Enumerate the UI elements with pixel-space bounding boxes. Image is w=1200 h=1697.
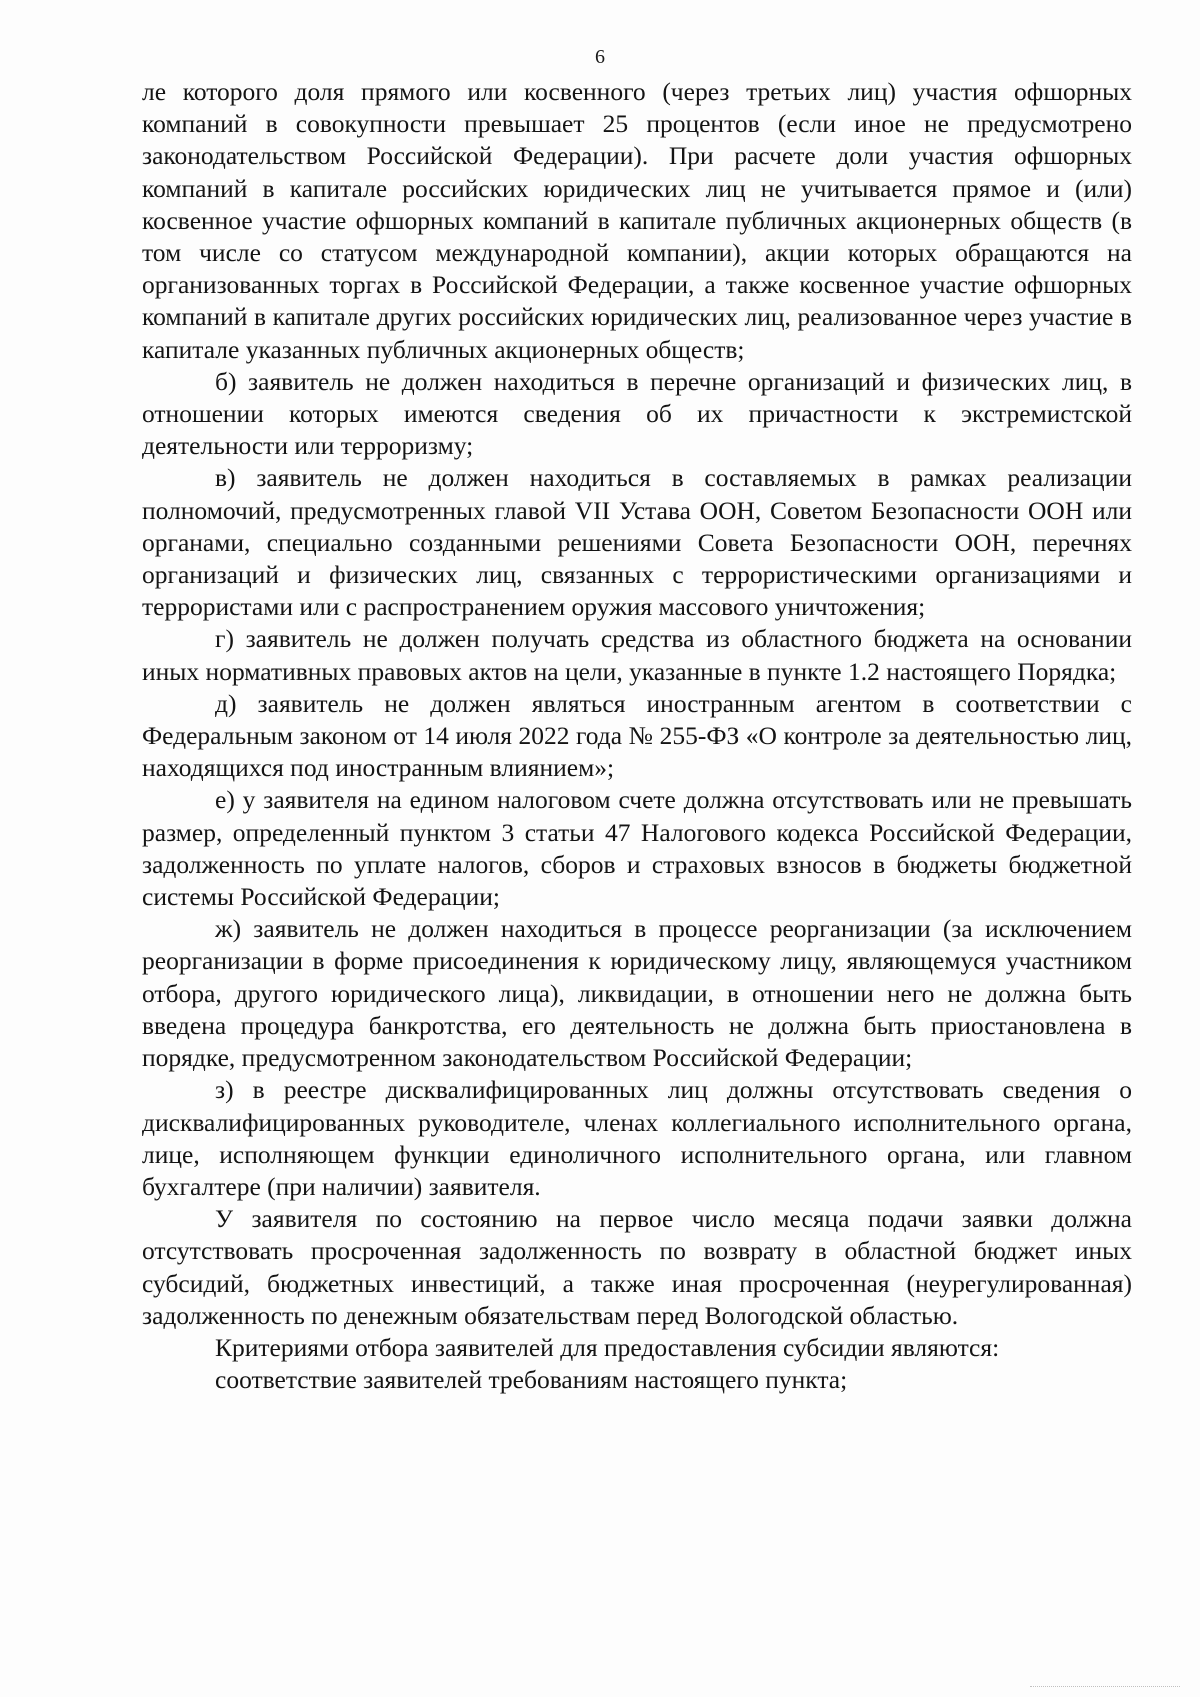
paragraph-item-z: з) в реестре дисквалифицированных лиц должны отсутствовать сведения о дисквалифицированных руководителе, членах коллегиального исполнительного органа, лице, исполняющем функции единоличного исполнительного органа, или главном бухгалтере (при наличии) заявителя. xyxy=(142,1075,1132,1201)
paragraph-item-zh: ж) заявитель не должен находиться в процессе реорганизации (за исключением реорганизации в форме присоединения к юридическому лицу, являющемуся участником отбора, другого юридического лица), ликвидации, в отношении него не должна быть введена процедура банкротства, его деятельность не должна быть приостановлена в порядке, предусмотренном законодательством Российской Федерации; xyxy=(142,914,1132,1073)
page-number: 6 xyxy=(595,46,605,68)
scan-artifact xyxy=(1030,1686,1180,1693)
paragraph-criteria-heading: Критериями отбора заявителей для предоставления субсидии являются: xyxy=(215,1332,1000,1362)
document-body xyxy=(142,76,1132,1396)
paragraph-item-g: г) заявитель не должен получать средства из областного бюджета на основании иных нормативных правовых актов на цели, указанные в пункте 1.2 настоящего Порядка; xyxy=(142,624,1132,686)
paragraph-item-e: е) у заявителя на едином налоговом счете должна отсутствовать или не превышать размер, определенный пунктом 3 статьи 47 Налогового кодекса Российской Федерации, задолженность по уплате налогов, сборов и страховых взносов в бюджеты бюджетной системы Российской Федерации; xyxy=(142,785,1132,912)
paragraph-debt-requirement: У заявителя по состоянию на первое число месяца подачи заявки должна отсутствовать просроченная задолженность по возврату в областной бюджет иных субсидий, бюджетных инвестиций, а также иная просроченная (неурегулированная) задолженность по денежным обязательствам перед Вологодской областью. xyxy=(142,1204,1132,1330)
paragraph-continuation: ле которого доля прямого или косвенного (через третьих лиц) участия офшорных компаний в совокупности превышает 25 процентов (если иное не предусмотрено законодательством Российской Федерации). При расчете доли участия офшорных компаний в капитале российских юридических лиц не учитывается прямое и (или) косвенное участие офшорных компаний в капитале публичных акционерных обществ (в том числе со статусом международной компании), акции которых обращаются на организованных торгах в Российской Федерации, а также косвенное участие офшорных компаний в капитале других российских юридических лиц, реализованное через участие в капитале указанных публичных акционерных обществ; xyxy=(142,77,1132,364)
paragraph-item-d: д) заявитель не должен являться иностранным агентом в соответствии с Федеральным законом от 14 июля 2022 года № 255-ФЗ «О контроле за деятельностью лиц, находящихся под иностранным влиянием»; xyxy=(142,688,1132,783)
paragraph-criteria-item: соответствие заявителей требованиям настоящего пункта; xyxy=(215,1365,848,1395)
paragraph-item-v: в) заявитель не должен находиться в составляемых в рамках реализации полномочий, предусмотренных главой VII Устава ООН, Советом Безопасности ООН или органами, специально созданными решениями Совета Безопасности ООН, перечнях организаций и физических лиц, связанных с террористическими организациями и террористами или с распространением оружия массового уничтожения; xyxy=(142,463,1132,622)
paragraph-item-b: б) заявитель не должен находиться в перечне организаций и физических лиц, в отношении которых имеются сведения об их причастности к экстремистской деятельности или терроризму; xyxy=(142,366,1132,461)
